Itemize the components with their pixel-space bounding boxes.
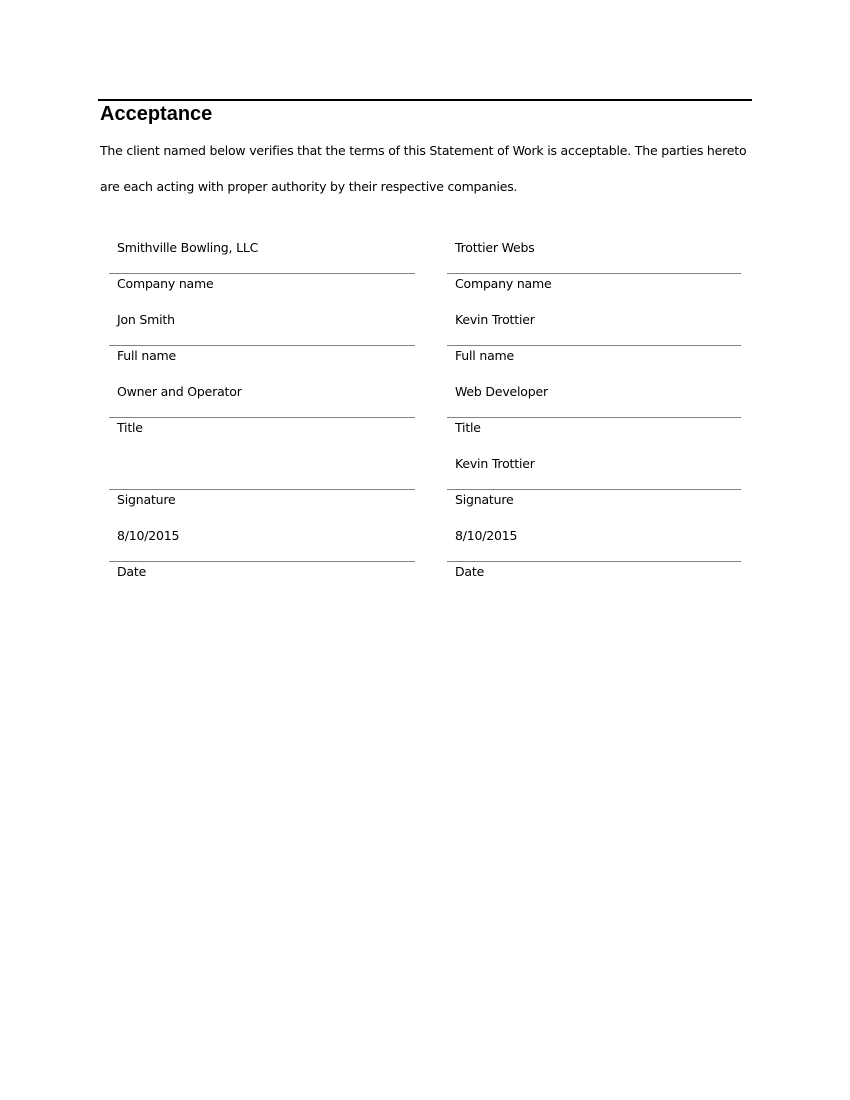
provider-date-value: 8/10/2015 bbox=[455, 528, 518, 543]
client-company-value: Smithville Bowling, LLC bbox=[117, 240, 259, 255]
field-line bbox=[447, 561, 741, 562]
provider-signature-block bbox=[447, 230, 741, 590]
full-name-label: Full name bbox=[117, 348, 176, 363]
full-name-label: Full name bbox=[455, 348, 514, 363]
date-label: Date bbox=[117, 564, 147, 579]
client-title-value: Owner and Operator bbox=[117, 384, 242, 399]
section-heading: Acceptance bbox=[100, 103, 213, 125]
title-label: Title bbox=[455, 420, 481, 435]
title-label: Title bbox=[117, 420, 143, 435]
field-line bbox=[109, 417, 415, 418]
provider-signature-value: Kevin Trottier bbox=[455, 456, 535, 471]
provider-title-value: Web Developer bbox=[455, 384, 548, 399]
provider-full-name-field bbox=[447, 302, 741, 374]
signature-label: Signature bbox=[117, 492, 176, 507]
provider-company-value: Trottier Webs bbox=[455, 240, 535, 255]
company-name-label: Company name bbox=[117, 276, 214, 291]
provider-title-field bbox=[447, 374, 741, 446]
provider-company-field bbox=[447, 230, 741, 302]
client-signature-block bbox=[109, 230, 415, 590]
date-label: Date bbox=[455, 564, 485, 579]
client-full-name-value: Jon Smith bbox=[117, 312, 175, 327]
signature-label: Signature bbox=[455, 492, 514, 507]
provider-signature-field bbox=[447, 446, 741, 518]
provider-date-field bbox=[447, 518, 741, 590]
client-full-name-field bbox=[109, 302, 415, 374]
heading-rule bbox=[98, 99, 752, 101]
client-signature-field bbox=[109, 446, 415, 518]
client-company-field bbox=[109, 230, 415, 302]
client-date-value: 8/10/2015 bbox=[117, 528, 180, 543]
client-title-field bbox=[109, 374, 415, 446]
intro-paragraph: The client named below verifies that the terms of this Statement of Work is acceptable. The parties hereto are each acting with proper authority by their respective companies. bbox=[100, 143, 747, 194]
field-line bbox=[109, 561, 415, 562]
provider-full-name-value: Kevin Trottier bbox=[455, 312, 535, 327]
company-name-label: Company name bbox=[455, 276, 552, 291]
client-date-field bbox=[109, 518, 415, 590]
field-line bbox=[447, 417, 741, 418]
